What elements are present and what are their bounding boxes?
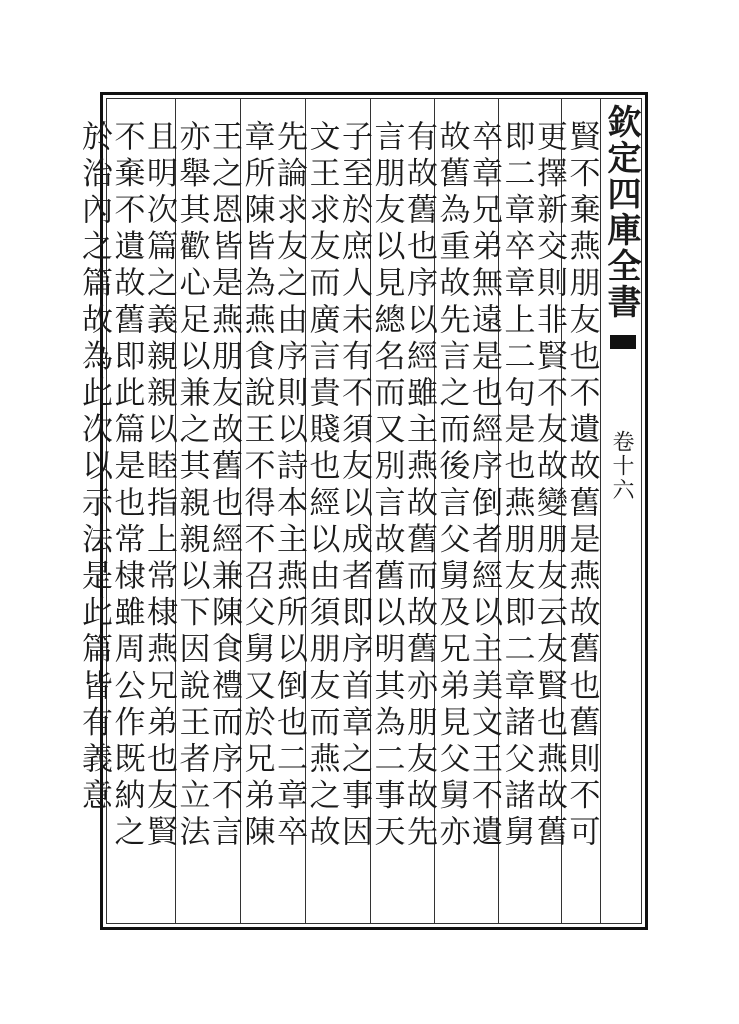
text-column-15: 不棄不遺故舊即此篇是也常棣雖周公作既納之: [108, 120, 145, 852]
text-column-6: 有故舊也序以經雖主燕故舊而故舊亦朋友故先: [401, 120, 437, 852]
spine-title: 欽定四庫全書: [601, 104, 641, 320]
text-column-11: 章所陳皆為燕食說王不得不召父舅又於兄弟陳: [238, 120, 275, 852]
text-column-7: 言朋友以見總名而又別言故舊以明其為二事天: [368, 120, 405, 852]
text-column-8: 子至於庶人未有不須友以成者即序首章之事因: [336, 120, 372, 852]
text-column-1: 賢不棄燕朋友也不遺故舊是燕故舊也舊則不可: [563, 120, 600, 852]
text-column-14: 且明次篇之義親親以睦指上常棣燕兄弟也友賢: [141, 120, 177, 852]
text-column-12: 王之恩皆是燕朋友故舊也經兼陳食禮而序不言: [206, 120, 242, 852]
volume-number: 卷十六: [609, 430, 634, 502]
fishtail-mark: [610, 335, 636, 349]
text-column-4: 卒章兄弟無遠是也經序倒者經以主美文王不遺: [466, 120, 502, 852]
text-column-3: 即二章卒章上二句是也燕朋友即二章諸父諸舅: [498, 120, 535, 852]
text-column-10: 先論求友之由序則以詩本主燕所以倒也二章卒: [271, 120, 307, 852]
text-column-9: 文王求友而廣言貴賤也經以由須朋友而燕之故: [303, 120, 340, 852]
text-column-2: 更擇新交則非賢不友故變朋友云友賢也燕故舊: [531, 120, 567, 852]
text-column-16: 於治內之篇故為此次以示法是此篇皆有義意: [76, 120, 112, 816]
text-column-5: 故舊為重故先言之而後言父舅及兄弟見父舅亦: [433, 120, 470, 852]
text-column-13: 亦舉其歡心足以兼之其親親以下因說王者立法: [173, 120, 210, 852]
